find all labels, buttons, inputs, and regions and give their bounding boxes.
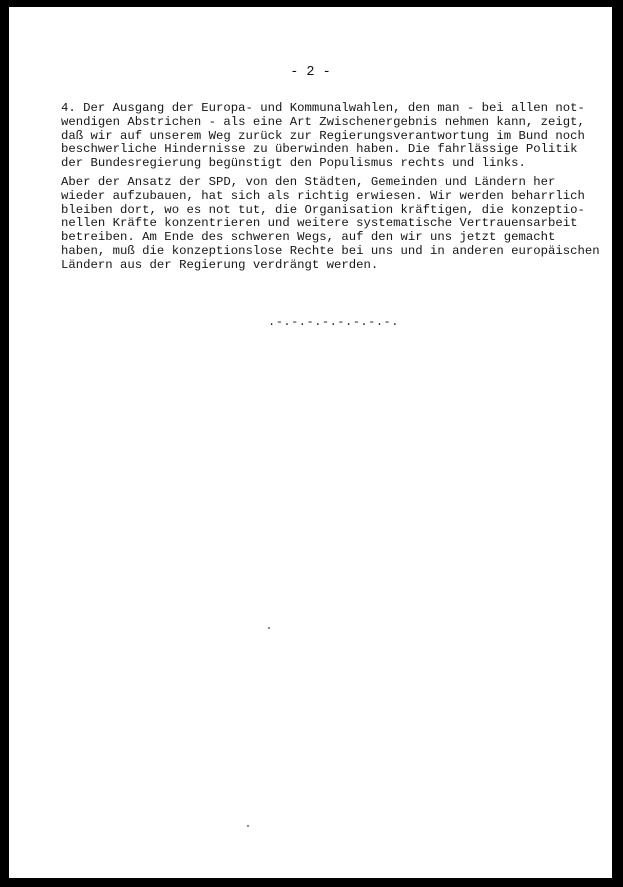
text-line: wendigen Abstrichen - als eine Art Zwischenergebnis nehmen kann, zeigt, xyxy=(61,114,585,129)
text-line: daß wir auf unserem Weg zurück zur Regierungsverantwortung im Bund noch xyxy=(61,128,585,143)
scan-speck xyxy=(268,627,270,629)
text-line: nellen Kräfte konzentrieren und weitere systematische Vertrauensarbeit xyxy=(61,216,578,231)
text-line: wieder aufzubauen, hat sich als richtig erwiesen. Wir werden beharrlich xyxy=(61,188,585,203)
page-number: - 2 - xyxy=(290,65,331,80)
text-line: 4. Der Ausgang der Europa- und Kommunalwahlen, den man - bei allen not- xyxy=(61,101,585,115)
text-line: haben, muß die konzeptionslose Rechte bei uns und in anderen europäischen xyxy=(61,243,600,258)
text-line: Ländern aus der Regierung verdrängt werden. xyxy=(61,257,379,272)
text-line: der Bundesregierung begünstigt den Populismus rechts und links. xyxy=(61,156,526,171)
text-line: beschwerliche Hindernisse zu überwinden haben. Die fahrlässige Politik xyxy=(61,142,578,157)
end-separator: .-.-.-.-.-.-.-.-. xyxy=(268,315,399,329)
text-line: betreiben. Am Ende des schweren Wegs, auf den wir uns jetzt gemacht xyxy=(61,230,556,245)
text-line: Aber der Ansatz der SPD, von den Städten, Gemeinden und Ländern her xyxy=(61,175,556,189)
paragraph-1 xyxy=(61,102,609,171)
text-line: bleiben dort, wo es not tut, die Organisation kräftigen, die konzeptio- xyxy=(61,202,585,217)
document-page xyxy=(9,7,612,878)
paragraph-2 xyxy=(61,176,609,273)
scan-speck xyxy=(247,825,249,827)
